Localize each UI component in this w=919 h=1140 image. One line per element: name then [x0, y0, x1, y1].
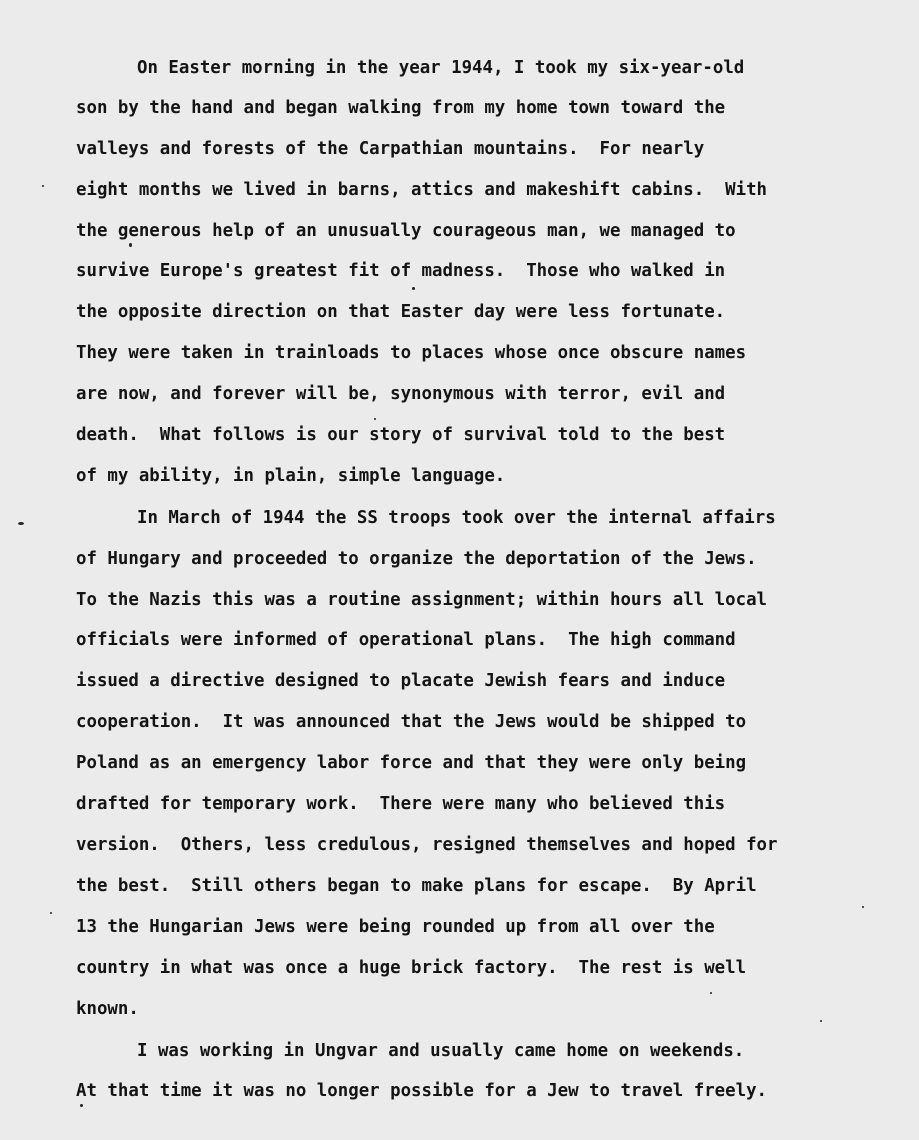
text-line: They were taken in trainloads to places whose once obscure names	[76, 343, 747, 363]
text-line: son by the hand and began walking from my home town toward the	[76, 98, 726, 118]
scan-speck	[129, 243, 132, 247]
text-line: valleys and forests of the Carpathian mountains. For nearly	[76, 139, 705, 159]
text-line: On Easter morning in the year 1944, I took my six-year-old	[137, 58, 745, 78]
scan-speck	[820, 1020, 822, 1022]
text-line: Poland as an emergency labor force and that they were only being	[76, 753, 747, 773]
scan-speck	[862, 906, 864, 908]
text-line: officials were informed of operational plans. The high command	[76, 630, 736, 650]
text-line: cooperation. It was announced that the Jews would be shipped to	[76, 712, 747, 732]
text-line: issued a directive designed to placate Jewish fears and induce	[76, 671, 726, 691]
text-line: 13 the Hungarian Jews were being rounded up from all over the	[76, 917, 715, 937]
text-line: of Hungary and proceeded to organize the deportation of the Jews.	[76, 549, 757, 569]
text-line: drafted for temporary work. There were many who believed this	[76, 794, 726, 814]
scan-speck	[50, 912, 52, 914]
text-line: the generous help of an unusually courageous man, we managed to	[76, 221, 736, 241]
text-line: eight months we lived in barns, attics and makeshift cabins. With	[76, 180, 768, 200]
text-line: country in what was once a huge brick factory. The rest is well	[76, 958, 747, 978]
scan-speck	[710, 992, 712, 994]
text-line: the best. Still others began to make plans for escape. By April	[76, 876, 757, 896]
text-line: survive Europe's greatest fit of madness. Those who walked in	[76, 261, 726, 281]
text-line: the opposite direction on that Easter day were less fortunate.	[76, 302, 726, 322]
text-line: of my ability, in plain, simple language.	[76, 466, 506, 486]
text-line: death. What follows is our story of survival told to the best	[76, 425, 726, 445]
text-line: I was working in Ungvar and usually came home on weekends.	[137, 1041, 745, 1061]
scan-speck	[412, 287, 415, 290]
scan-speck	[374, 418, 376, 420]
text-line: In March of 1944 the SS troops took over the internal affairs	[137, 508, 776, 528]
text-line: known.	[76, 999, 139, 1019]
text-line: At that time it was no longer possible for a Jew to travel freely.	[76, 1081, 768, 1101]
scan-speck	[42, 185, 44, 187]
scan-speck	[80, 1104, 83, 1107]
text-line: To the Nazis this was a routine assignment; within hours all local	[76, 590, 768, 610]
text-line: version. Others, less credulous, resigned themselves and hoped for	[76, 835, 778, 855]
text-line: are now, and forever will be, synonymous with terror, evil and	[76, 384, 726, 404]
scan-speck	[18, 522, 24, 525]
